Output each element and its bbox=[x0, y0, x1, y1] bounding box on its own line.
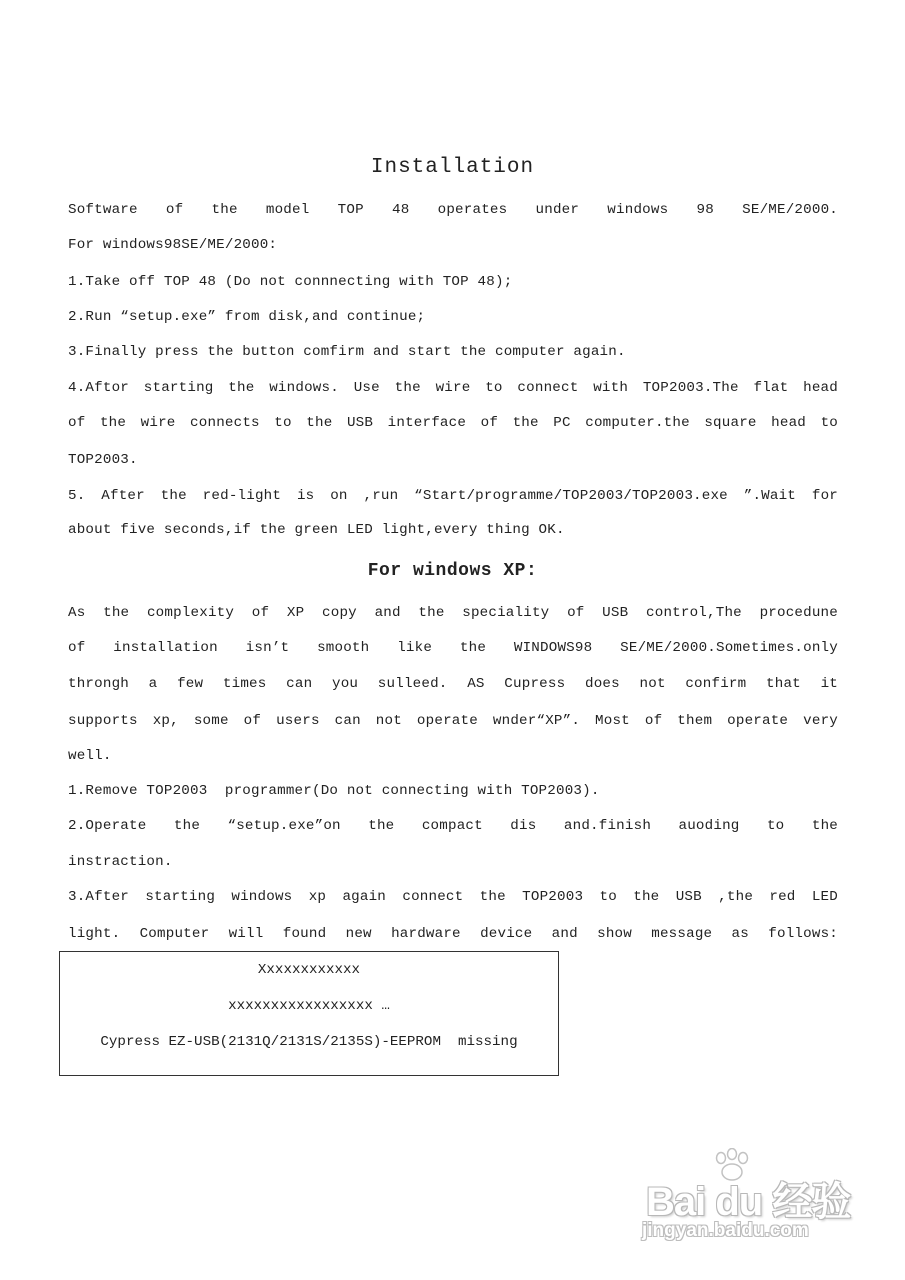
xp-paragraph-line: throngh a few times can you sulleed. AS Cupress does not confirm that it bbox=[68, 676, 838, 692]
intro-line: 3.Finally press the button comfirm and start the computer again. bbox=[68, 344, 626, 360]
document-title: Installation bbox=[370, 156, 535, 179]
intro-line: of the wire connects to the USB interface of the PC computer.the square head to bbox=[68, 415, 838, 431]
intro-line: 5. After the red-light is on ,run “Start/programme/TOP2003/TOP2003.exe ”.Wait for bbox=[68, 488, 838, 504]
intro-line: 2.Run “setup.exe” from disk,and continue; bbox=[68, 309, 426, 325]
hardware-message-box bbox=[59, 951, 559, 1076]
message-line: Xxxxxxxxxxxx bbox=[257, 962, 361, 978]
xp-step-line: 3.After starting windows xp again connect the TOP2003 to the USB ,the red LED bbox=[68, 889, 838, 905]
xp-paragraph-line: well. bbox=[68, 748, 112, 764]
intro-line: Software of the model TOP 48 operates under windows 98 SE/ME/2000. bbox=[68, 202, 838, 218]
watermark-url: jingyan.baidu.com bbox=[642, 1220, 809, 1241]
xp-step-line: light. Computer will found new hardware device and show message as follows: bbox=[68, 926, 838, 942]
message-line: Cypress EZ-USB(2131Q/2131S/2135S)-EEPROM missing bbox=[100, 1034, 518, 1050]
xp-step-line: 2.Operate the “setup.exe”on the compact dis and.finish auoding to the bbox=[68, 818, 838, 834]
xp-paragraph-line: As the complexity of XP copy and the speciality of USB control,The procedune bbox=[68, 605, 838, 621]
intro-line: 1.Take off TOP 48 (Do not connnecting with TOP 48); bbox=[68, 274, 513, 290]
xp-heading: For windows XP: bbox=[367, 561, 538, 581]
baidu-jingyan-watermark bbox=[640, 1148, 855, 1248]
watermark-logo: Bai du 经验 bbox=[646, 1180, 851, 1224]
xp-step-line: 1.Remove TOP2003 programmer(Do not connecting with TOP2003). bbox=[68, 783, 600, 799]
intro-line: about five seconds,if the green LED light,every thing OK. bbox=[68, 522, 565, 538]
xp-paragraph-line: supports xp, some of users can not operate wnder“XP”. Most of them operate very bbox=[68, 713, 838, 729]
intro-line: For windows98SE/ME/2000: bbox=[68, 237, 278, 253]
xp-step-line: instraction. bbox=[68, 854, 173, 870]
intro-line: 4.Aftor starting the windows. Use the wire to connect with TOP2003.The flat head bbox=[68, 380, 838, 396]
intro-line: TOP2003. bbox=[68, 452, 138, 468]
xp-paragraph-line: of installation isn’t smooth like the WINDOWS98 SE/ME/2000.Sometimes.only bbox=[68, 640, 838, 656]
message-line: xxxxxxxxxxxxxxxxx … bbox=[228, 998, 390, 1014]
